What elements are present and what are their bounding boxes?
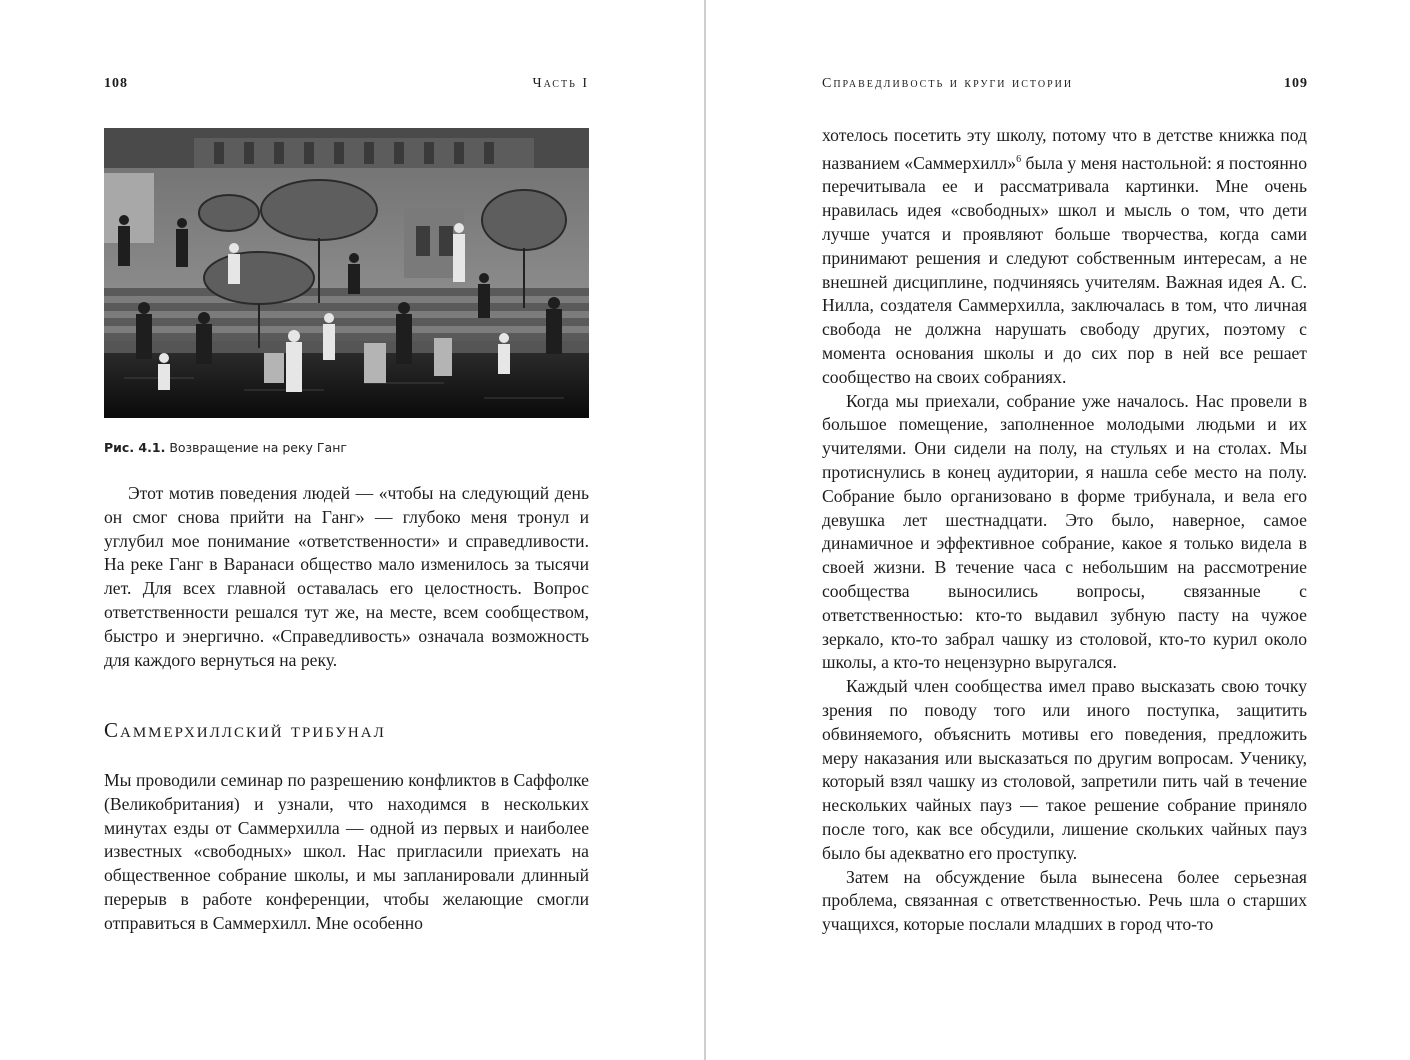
body-paragraph [822, 124, 1307, 390]
left-page [0, 0, 704, 1060]
body-paragraph: Этот мотив поведения людей — «чтобы на следующий день он смог снова прийти на Ганг» — глубоко меня тронул и углубил мое понимание «ответственности» и справедливости. На реке Ганг в Варанаси общество мало изменилось за тысячи лет. Для всех главной оставалась его целостность. Вопрос ответственности решался тут же, на месте, всем сообществом, быстро и энергично. «Справедливость» означала возможность для каждого вернуться на реку. [104, 483, 589, 670]
footnote-mark: 6 [1016, 153, 1022, 165]
running-head: Справедливость и круги истории [822, 76, 1074, 91]
body-text: хотелось посетить эту школу, потому что в детстве книжка под названием «Саммерхилл» [822, 125, 1307, 173]
page-number: 109 [1284, 76, 1308, 91]
right-body [822, 124, 1307, 937]
right-page [706, 0, 1410, 1060]
figure-photo [104, 128, 589, 418]
section-heading: Саммерхиллский трибунал [104, 718, 386, 742]
body-paragraph: Мы проводили семинар по разрешению конфликтов в Саффолке (Великобритания) и узнали, что находимся в нескольких минутах езды от Саммерхилла — одной из первых и наиболее известных «свободных» школ. Нас пригласили приехать на общественное собрание школы, и мы запланировали длинный перерыв в работе конференции, чтобы желающие смогли отправиться в Саммерхилл. Мне особенно [104, 770, 589, 933]
left-body-top [104, 482, 589, 672]
body-paragraph: Когда мы приехали, собрание уже началось. Нас провели в большое помещение, заполненное молодыми людьми и их учителями. Они сидели на полу, на стульях и на столах. Мы протиснулись в конец аудитории, я нашла себе место на полу. Собрание было организовано в форме трибунала, и вела его девушка лет шестнадцати. Это было, наверное, самое динамичное и эффективное собрание, какое я только видела в своей жизни. В течение часа с небольшим на рассмотрение сообщества выносились вопросы, связанные с ответственностью: кто-то выдавил зубную пасту на чужое зеркало, кто-то забрал чашку из столовой, кто-то курил около школы, а кто-то нецензурно выругался. [822, 390, 1307, 673]
body-paragraph: Каждый член сообщества имел право высказать свою точку зрения по поводу того или иного поступка, защитить обвиняемого, объяснить мотивы его поведения, предложить меру наказания или высказаться по другим вопросам. Ученику, который взял чашку из столовой, запретили пить чай в течение нескольких чайных пауз — такое решение собрание приняло после того, как все обсудили, лишение скольких чайных пауз было бы адекватно его проступку. [822, 676, 1307, 863]
page-number: 108 [104, 76, 128, 91]
figure-caption [104, 440, 347, 455]
body-text: была у меня настольной: я постоянно перечитывала ее и рассматривала картинки. Мне очень нравилась идея «свободных» школ и мысль о том, что дети лучше учатся и проявляют больше творчества, когда сами принимают решения и следуют собственным интересам, а не внешней дисциплине, подчиняясь учителям. Важная идея А. С. Нилла, создателя Саммерхилла, заключалась в том, что личная свобода не должна нарушать свободу других, поэтому с момента основания школы и до сих пор в ней все решает сообщество на своих собраниях. [822, 152, 1307, 387]
figure-label: Рис. 4.1. [104, 440, 166, 455]
left-body-bottom [104, 769, 589, 936]
body-paragraph: Затем на обсуждение была вынесена более серьезная проблема, связанная с ответственностью. Речь шла о старших учащихся, которые послали младших в город что-то [822, 866, 1307, 935]
running-head: Часть I [532, 76, 589, 91]
figure-caption-text: Возвращение на реку Ганг [169, 440, 347, 455]
